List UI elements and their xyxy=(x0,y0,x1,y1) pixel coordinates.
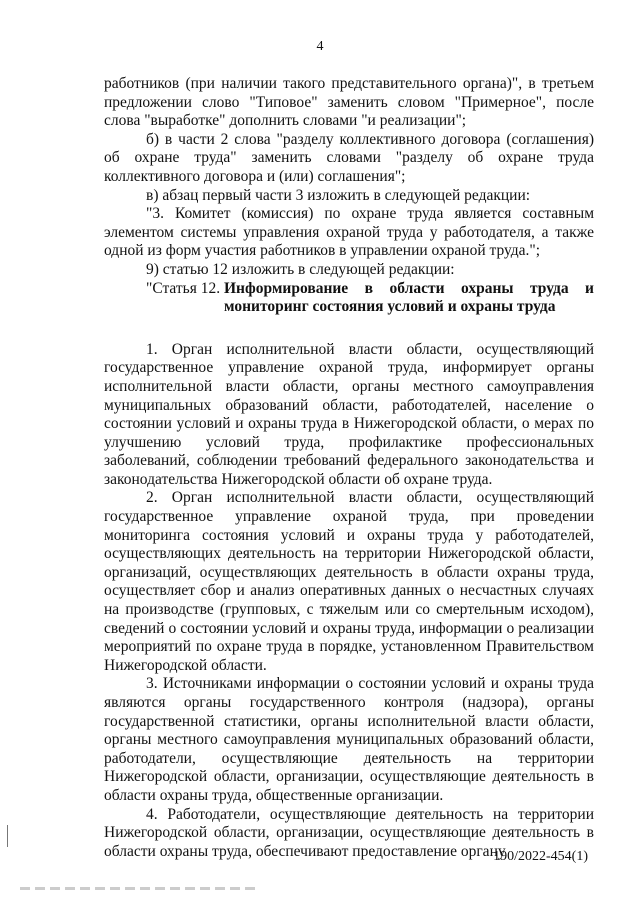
scan-margin-mark xyxy=(7,825,8,847)
paragraph-quote-3: "3. Комитет (комиссия) по охране труда является составным элементом системы управления охраной труда у работодателя, а также одной из форм участия работников в управлении охраной труда."; xyxy=(104,205,594,260)
document-body xyxy=(104,75,594,861)
section-4: 4. Работодатели, осуществляющие деятельность на территории Нижегородской области, организации, осуществляющие деятельность в области охраны труда, обеспечивают предоставление органу xyxy=(104,805,594,860)
page-number: 4 xyxy=(316,39,324,54)
article-title: Информирование в области охраны труда и мониторинг состояния условий и охраны труда xyxy=(224,279,594,316)
paragraph-9: 9) статью 12 изложить в следующей редакции: xyxy=(146,260,455,278)
paragraph-v: в) абзац первый части 3 изложить в следующей редакции: xyxy=(146,186,531,204)
section-3: 3. Источниками информации о состоянии условий и охраны труда являются органы государственного контроля (надзора), органы государственной статистики, органы исполнительной власти области, органы местного самоуправления муниципальных образований области, работодатели, осуществляющие деятельность на территории Нижегородской области, организации, осуществляющие деятельность в области охраны труда, общественные организации. xyxy=(104,675,594,804)
article-heading xyxy=(104,280,594,317)
section-1: 1. Орган исполнительной власти области, осуществляющий государственное управление охраной труда, информирует органы исполнительной власти области, органы местного самоуправления муниципальных образований области, работодателей, население о состоянии условий и охраны труда в Нижегородской области, о мерах по улучшению условий труда, профилактике профессиональных заболеваний, соблюдении требований федерального законодательства и законодательства Нижегородской области об охране труда. xyxy=(104,340,594,488)
paragraph-continuation: работников (при наличии такого представительного органа)", в третьем предложении слово "Типовое" заменить словом "Примерное", после слова "выработке" дополнить словами "и реализации"; xyxy=(104,75,594,130)
paragraph-b: б) в части 2 слова "разделу коллективного договора (соглашения) об охране труда" заменить словами "разделу об охране труда коллективного договора и (или) соглашения"; xyxy=(104,130,594,185)
blank-line xyxy=(104,317,594,341)
document-code: 190/2022-454(1) xyxy=(493,849,588,864)
scan-bottom-marks xyxy=(20,887,260,890)
article-label: "Статья 12. xyxy=(146,279,224,297)
section-2: 2. Орган исполнительной власти области, осуществляющий государственное управление охраной труда, при проведении мониторинга состояния условий и охраны труда у работодателей, осуществляющих деятельность на территории Нижегородской области, организаций, осуществляющих деятельность в области охраны труда, осуществляет сбор и анализ оперативных данных о несчастных случаях на производстве (групповых, с тяжелым или со смертельным исходом), сведений о состоянии условий и охраны труда, информации о реализации мероприятий по охране труда в порядке, установленном Правительством Нижегородской области. xyxy=(104,489,594,674)
